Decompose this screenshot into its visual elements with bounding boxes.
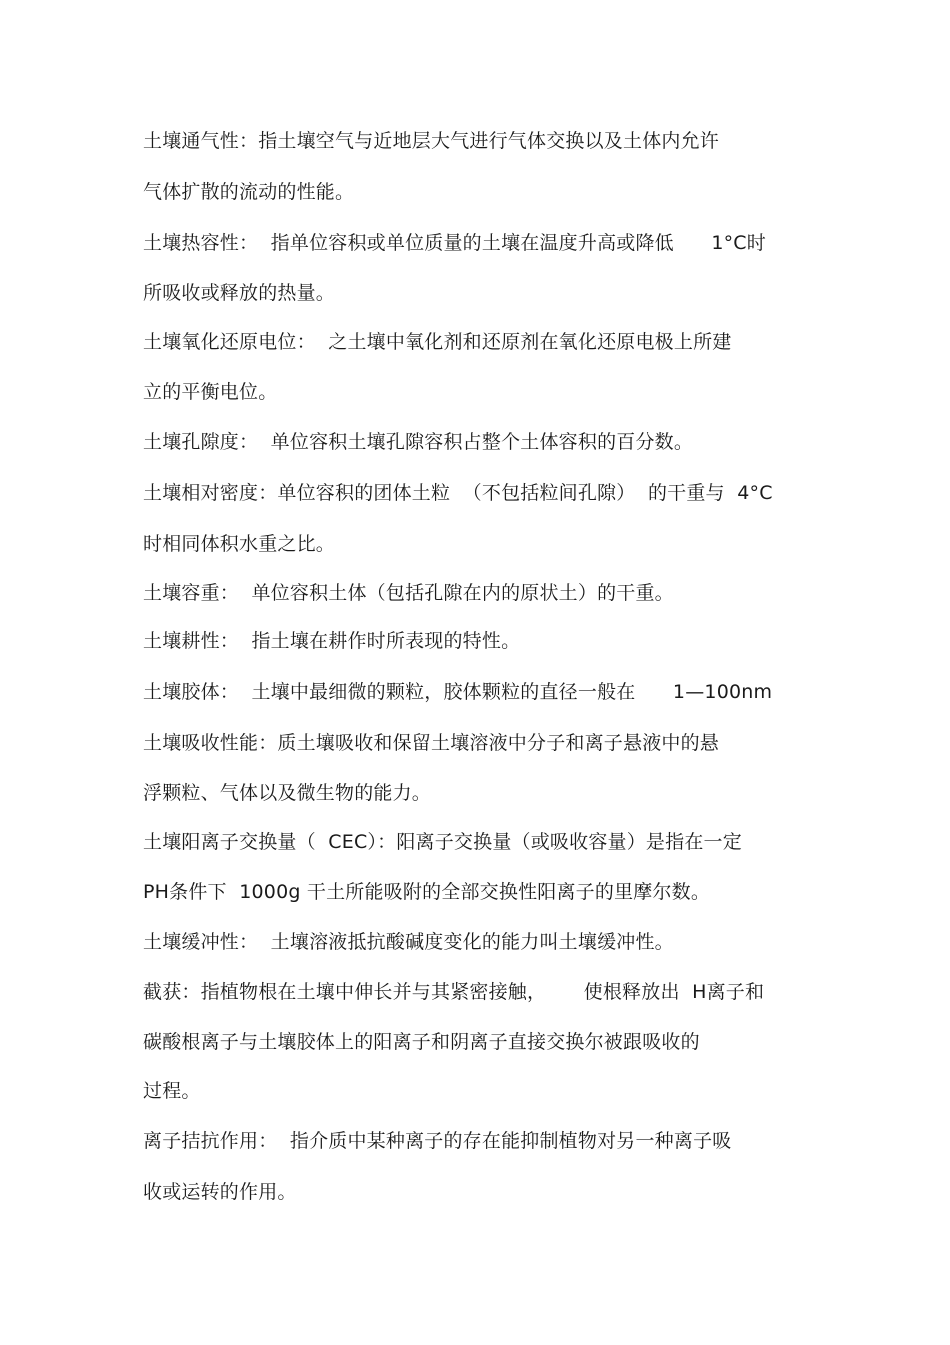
text-line: 土壤相对密度：单位容积的团体土粒 （不包括粒间孔隙） 的干重与 4°C — [143, 482, 773, 504]
text-line: 所吸收或释放的热量。 — [143, 282, 336, 304]
text-line: 时相同体积水重之比。 — [143, 533, 336, 555]
text-line: 气体扩散的流动的性能。 — [143, 181, 355, 203]
text-line: 土壤阳离子交换量（ CEC）：阳离子交换量（或吸收容量）是指在一定 — [143, 831, 742, 853]
text-line: PH条件下 1000g 干土所能吸附的全部交换性阳离子的里摩尔数。 — [143, 881, 711, 903]
text-line: 土壤通气性：指土壤空气与近地层大气进行气体交换以及土体内允许 — [143, 130, 720, 152]
text-line: 土壤缓冲性： 土壤溶液抵抗酸碱度变化的能力叫土壤缓冲性。 — [143, 931, 674, 953]
text-line: 土壤耕性： 指土壤在耕作时所表现的特性。 — [143, 630, 521, 652]
text-line: 土壤孔隙度： 单位容积土壤孔隙容积占整个土体容积的百分数。 — [143, 431, 694, 453]
text-line: 浮颗粒、气体以及微生物的能力。 — [143, 782, 432, 804]
text-line: 收或运转的作用。 — [143, 1181, 297, 1203]
text-line: 土壤氧化还原电位： 之土壤中氧化剂和还原剂在氧化还原电极上所建 — [143, 331, 732, 353]
text-line: 土壤吸收性能：质土壤吸收和保留土壤溶液中分子和离子悬液中的悬 — [143, 732, 720, 754]
text-line: 过程。 — [143, 1080, 201, 1102]
text-line: 土壤容重： 单位容积土体（包括孔隙在内的原状土）的干重。 — [143, 582, 674, 604]
text-line: 离子拮抗作用： 指介质中某种离子的存在能抑制植物对另一种离子吸 — [143, 1130, 732, 1152]
text-line: 截获：指植物根在土壤中伸长并与其紧密接触， 使根释放出 H离子和 — [143, 981, 765, 1003]
text-line: 碳酸根离子与土壤胶体上的阳离子和阴离子直接交换尔被跟吸收的 — [143, 1031, 700, 1053]
text-line: 立的平衡电位。 — [143, 381, 278, 403]
text-line: 土壤热容性： 指单位容积或单位质量的土壤在温度升高或降低 1°C时 — [143, 232, 766, 254]
text-line: 土壤胶体： 土壤中最细微的颗粒，胶体颗粒的直径一般在 1—100nm — [143, 681, 773, 703]
